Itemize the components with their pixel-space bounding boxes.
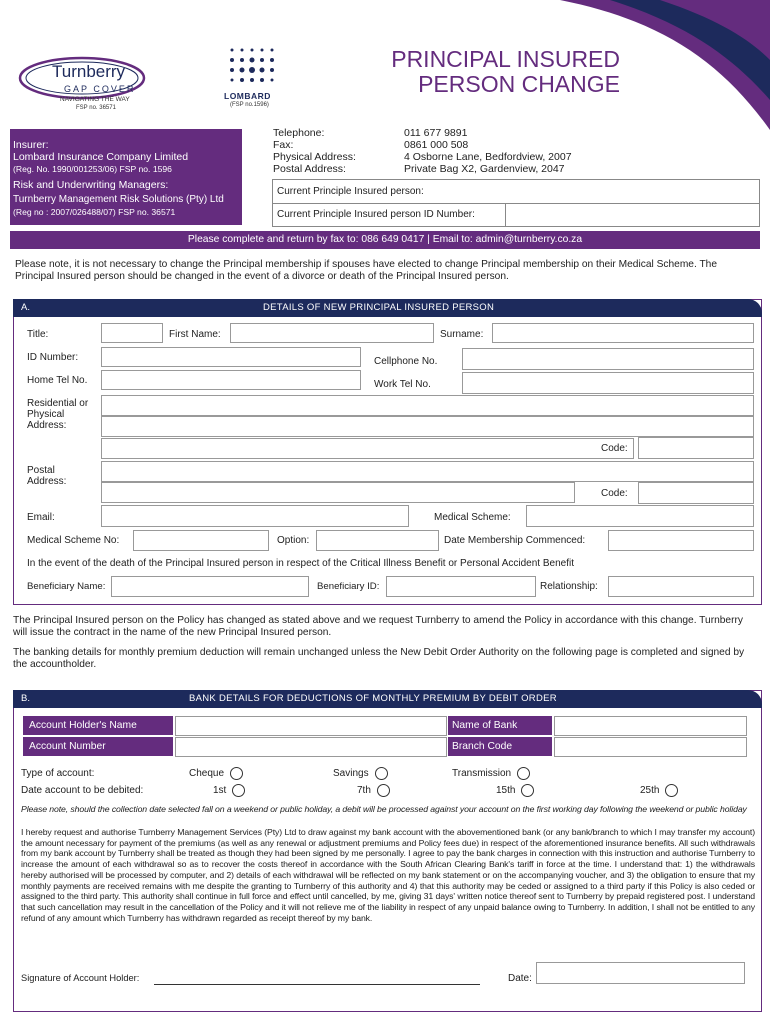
cellphone-label: Cellphone No. [374, 356, 438, 367]
turnberry-name: Turnberry [52, 62, 126, 81]
account-type-transmission[interactable] [452, 767, 530, 780]
beneficiary-id-input[interactable] [386, 576, 536, 597]
turnberry-fsp: FSP no. 36571 [76, 105, 116, 111]
date-25th-label: 25th [640, 785, 660, 797]
account-number-input[interactable] [175, 737, 447, 757]
date-membership-input[interactable] [608, 530, 754, 551]
date-membership-label: Date Membership Commenced: [444, 535, 586, 546]
debit-date-25th[interactable] [640, 784, 678, 797]
account-holder-label: Account Holder's Name [23, 716, 173, 735]
date-1st-radio[interactable] [232, 784, 245, 797]
note-principal-membership: Please note, it is not necessary to change the Principal membership if spouses have elected to change Principal membership on their Medical Scheme. The Principal Insured person should be changed in the event of a divorce or death of the Principal Insured person. [15, 259, 717, 282]
insurer-label: Insurer: [13, 139, 49, 151]
date-25th-radio[interactable] [665, 784, 678, 797]
date-15th-label: 15th [496, 785, 516, 797]
debit-authority-text: I hereby request and authorise Turnberry Management Services (Pty) Ltd to draw against my bank account with the abovementioned bank (or any bank/branch to which I may transfer my account) the amount necessary for payment of the premiums (as well as any renewal or adjustment premiums and Policy fees due) in respect of the aforementioned insurance benefits. All such withdrawals from my bank account by Turnberry shall be treated as though they had been signed by me personally. I agree to pay the bank charges in connection with this instruction and authorise Turnberry to increase the amount of each withdrawal so as to recover the costs thereof in accordance with the South African Clearing Bank's tariff in force at the time. I understand that: 1) the withdrawals hereby authorised will be processed by computer, and 2) details of each withdrawal will be reflected on my bank statement or on the accompanying voucher, and 3) the obligation to ensure that my monthly payments are received remains with me despite the granting to Turnberry of this authority and 4) that this authority may be ceded or assigned to a third party if this Policy is also ceded or assigned to the third party. This authority shall continue in full force and effect until cancelled, by me, giving 31 days' written notice thereof sent to Turnberry by prepaid registered post. I understand that such cancellation may result in the cancellation of the Policy and it will not relieve me of the liability in respect of any unpaid balance owing to Turnberry. In addition, I shall not be entitled to any refund of any amount which Turnberry has withdrawn regarded as receipt thereof by my bank. [21, 827, 755, 923]
section-a-header [13, 299, 762, 317]
work-tel-label: Work Tel No. [374, 379, 431, 390]
managers-name: Turnberry Management Risk Solutions (Pty) Ltd [13, 194, 224, 205]
turnberry-tagline: NAVIGATING THE WAY [60, 96, 130, 103]
contact-value: 011 677 9891 [404, 127, 468, 139]
contact-value: 0861 000 508 [404, 139, 469, 151]
medical-scheme-no-label: Medical Scheme No: [27, 535, 120, 546]
lombard-logo [220, 44, 280, 114]
postal-code-input[interactable] [638, 482, 754, 504]
date-field-label: Date: [508, 973, 532, 984]
home-tel-input[interactable] [101, 370, 361, 390]
surname-label: Surname: [440, 329, 484, 340]
residential-input-line-3[interactable] [101, 438, 634, 459]
debit-date-label: Date account to be debited: [21, 785, 144, 796]
contact-label: Physical Address: [273, 151, 356, 163]
section-a-letter: A. [21, 302, 30, 313]
turnberry-logo [14, 50, 164, 116]
type-of-account-label: Type of account: [21, 768, 95, 779]
name-of-bank-label: Name of Bank [448, 716, 552, 735]
email-input[interactable] [101, 505, 409, 527]
home-tel-label: Home Tel No. [27, 375, 88, 386]
signature-label: Signature of Account Holder: [21, 973, 140, 983]
date-1st-label: 1st [213, 785, 227, 797]
account-holder-input[interactable] [175, 716, 447, 736]
contact-value: 4 Osborne Lane, Bedfordview, 2007 [404, 151, 572, 163]
first-name-input[interactable] [230, 323, 434, 343]
branch-code-input[interactable] [554, 737, 747, 757]
surname-input[interactable] [492, 323, 754, 343]
id-number-label: ID Number: [27, 352, 79, 363]
name-of-bank-input[interactable] [554, 716, 747, 736]
note-policy-change: The Principal Insured person on the Policy has changed as stated above and we request Turnberry to amend the Policy in accordance with this change. Turnberry will issue the contract in the name of the new Principal Insured person. [13, 615, 743, 638]
residential-label: Residential or Physical Address: [27, 398, 89, 431]
option-input[interactable] [316, 530, 439, 551]
signature-line[interactable] [154, 984, 480, 985]
date-7th-label: 7th [357, 785, 371, 797]
cheque-radio[interactable] [230, 767, 243, 780]
beneficiary-name-label: Beneficiary Name: [27, 581, 106, 592]
residential-code-input[interactable] [638, 437, 754, 459]
id-number-input[interactable] [101, 347, 361, 367]
contact-value: Private Bag X2, Gardenview, 2047 [404, 163, 565, 175]
beneficiary-id-label: Beneficiary ID: [317, 581, 380, 592]
page-title-line-1: PRINCIPAL INSURED [391, 46, 620, 72]
insurer-box [10, 129, 242, 225]
return-banner: Please complete and return by fax to: 086 649 0417 | Email to: admin@turnberry.co.za [10, 231, 760, 249]
relationship-input[interactable] [608, 576, 754, 597]
death-benefit-note: In the event of the death of the Principal Insured person in respect of the Critical Illness Benefit or Personal Accident Benefit [27, 558, 574, 569]
residential-input-line-1[interactable] [101, 395, 754, 416]
title-label: Title: [27, 329, 49, 340]
postal-input-line-2[interactable] [101, 482, 575, 503]
account-type-cheque[interactable] [189, 767, 243, 780]
lombard-name: LOMBARD [224, 91, 271, 101]
date-input[interactable] [536, 962, 745, 984]
current-person-box [272, 179, 760, 227]
weekend-holiday-note: Please note, should the collection date selected fall on a weekend or public holiday, a debit will be processed against your account on the first working day following the weekend or public holiday [21, 804, 747, 814]
medical-scheme-input[interactable] [526, 505, 754, 527]
cellphone-input[interactable] [462, 348, 754, 370]
cheque-label: Cheque [189, 768, 225, 780]
transmission-radio[interactable] [517, 767, 530, 780]
work-tel-input[interactable] [462, 372, 754, 394]
contact-values [404, 127, 572, 175]
account-type-savings[interactable] [333, 767, 388, 780]
page-title [320, 47, 620, 97]
section-b-header [13, 690, 762, 708]
current-person-name-input[interactable] [445, 182, 755, 201]
medical-scheme-label: Medical Scheme: [434, 512, 511, 523]
postal-code-label: Code: [601, 488, 628, 499]
account-number-label: Account Number [23, 737, 173, 756]
debit-date-15th[interactable] [496, 784, 534, 797]
date-7th-radio[interactable] [377, 784, 390, 797]
branch-code-label: Branch Code [448, 737, 552, 756]
insurer-reg: (Reg. No. 1990/001253/06) FSP no. 1596 [13, 164, 172, 174]
savings-radio[interactable] [375, 767, 388, 780]
managers-label: Risk and Underwriting Managers: [13, 179, 169, 191]
lombard-fsp: (FSP no.1596) [230, 102, 269, 108]
date-15th-radio[interactable] [521, 784, 534, 797]
section-a-title: DETAILS OF NEW PRINCIPAL INSURED PERSON [263, 302, 495, 313]
note-banking-details: The banking details for monthly premium deduction will remain unchanged unless the New Debit Order Authority on the following page is completed and signed by the accountholder. [13, 647, 745, 670]
contact-label: Fax: [273, 139, 294, 151]
current-person-id-input[interactable] [507, 205, 757, 225]
debit-date-1st[interactable] [213, 784, 245, 797]
managers-reg: (Reg no : 2007/026488/07) FSP no. 36571 [13, 207, 176, 217]
postal-input-line-1[interactable] [101, 461, 754, 482]
current-person-id-label: Current Principle Insured person ID Number: [277, 209, 475, 220]
medical-scheme-no-input[interactable] [133, 530, 269, 551]
first-name-label: First Name: [169, 329, 221, 340]
residential-input-line-2[interactable] [101, 416, 754, 437]
page-title-line-2: PERSON CHANGE [418, 71, 620, 97]
option-label: Option: [277, 535, 310, 546]
current-person-name-label: Current Principle Insured person: [277, 186, 424, 197]
turnberry-sub: GAP COVER [64, 84, 136, 94]
section-b-title: BANK DETAILS FOR DEDUCTIONS OF MONTHLY PREMIUM BY DEBIT ORDER [189, 693, 557, 704]
section-b-letter: B. [21, 693, 30, 704]
postal-label: Postal Address: [27, 465, 67, 487]
relationship-label: Relationship: [540, 581, 598, 592]
insurer-name: Lombard Insurance Company Limited [13, 151, 189, 163]
contact-labels [273, 127, 356, 175]
contact-label: Telephone: [273, 127, 325, 139]
residential-code-label: Code: [601, 443, 628, 454]
title-input[interactable] [101, 323, 163, 343]
debit-date-7th[interactable] [357, 784, 390, 797]
savings-label: Savings [333, 768, 369, 780]
transmission-label: Transmission [452, 768, 512, 780]
contact-label: Postal Address: [273, 163, 346, 175]
email-label: Email: [27, 512, 55, 523]
beneficiary-name-input[interactable] [111, 576, 309, 597]
